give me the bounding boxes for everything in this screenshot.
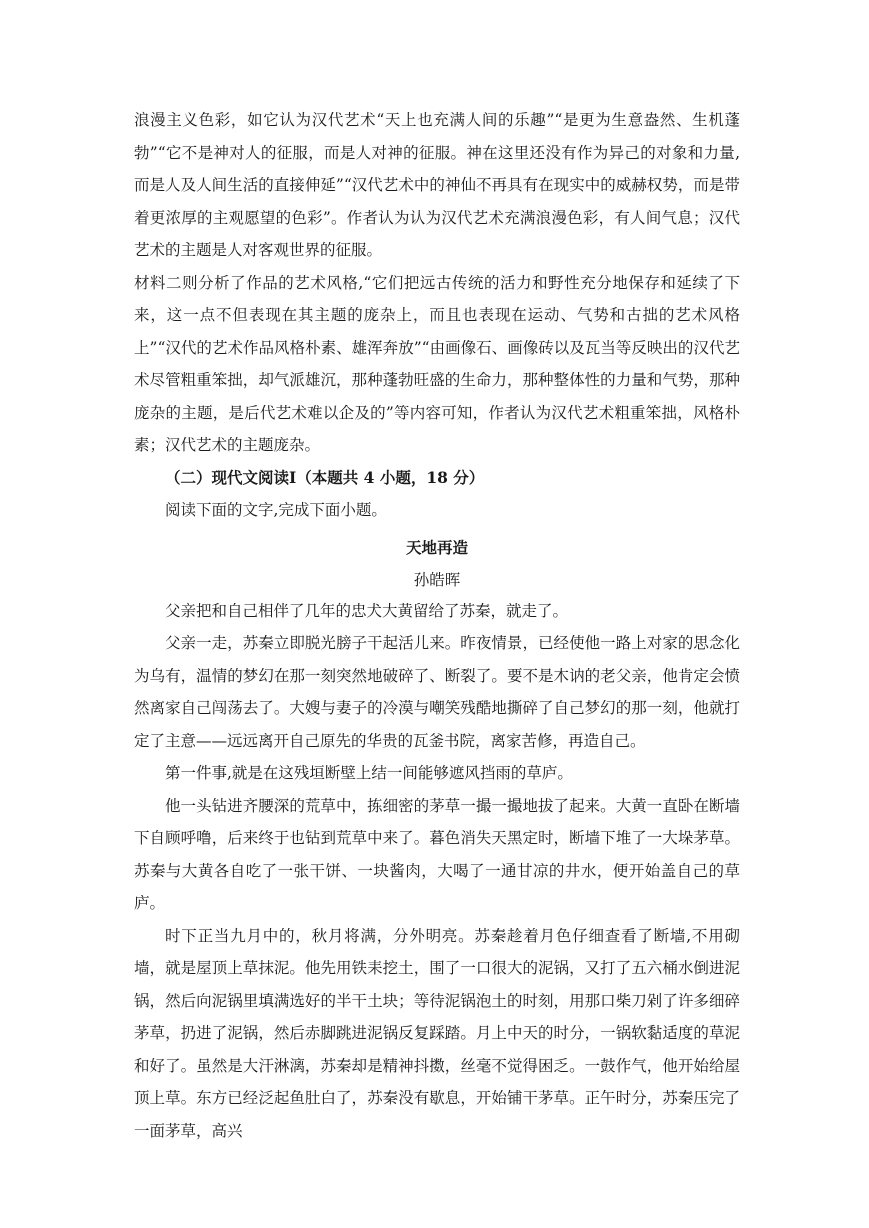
analysis-paragraph-1: 浪漫主义色彩，如它认为汉代艺术“天上也充满人间的乐趣”“是更为生意盎然、生机蓬勃”“它不是神对人的征服，而是人对神的征服。神在这里还没有作为异己的对象和力量,而是人及人间生活的直接伸延”“汉代艺术中的神仙不再具有在现实中的威赫权势，而是带着更浓厚的主观愿望的色彩”。作者认为认为汉代艺术充满浪漫色彩，有人间气息；汉代艺术的主题是人对客观世界的征服。 <box>134 111 740 259</box>
story-paragraph: 父亲一走，苏秦立即脱光膀子干起活儿来。昨夜情景，已经使他一路上对家的思念化为乌有，温情的梦幻在那一刻突然地破碎了、断裂了。要不是木讷的老父亲，他肯定会愤然离家自己闯荡去了。大嫂与妻子的冷漠与嘲笑残酷地撕碎了自己梦幻的那一刻，他就打定了主意——远远离开自己原先的华贵的瓦釜书院，离家苦修，再造自己。 <box>134 634 740 750</box>
analysis-paragraph-2: 材料二则分析了作品的艺术风格,“它们把远古传统的活力和野性充分地保存和延续了下来，这一点不但表现在其主题的庞杂上，而且也表现在运动、气势和古拙的艺术风格上”“汉代的艺术作品风格朴素、雄浑奔放”“由画像石、画像砖以及瓦当等反映出的汉代艺术尽管粗重笨拙，却气派雄沉，那种蓬勃旺盛的生命力，那种整体性的力量和气势，那种庞杂的主题，是后代艺术难以企及的”等内容可知，作者认为汉代艺术粗重笨拙，风格朴素；汉代艺术的主题庞杂。 <box>134 273 740 454</box>
section-heading: （二）现代文阅读Ⅰ（本题共 4 小题，18 分） <box>165 467 485 487</box>
story-paragraph: 他一头钻进齐腰深的荒草中，拣细密的茅草一撮一撮地拔了起来。大黄一直卧在断墙下自顾呼噜，后来终于也钻到荒草中来了。暮色消失天黑定时，断墙下堆了一大垛茅草。苏秦与大黄各自吃了一张干饼、一块酱肉，大喝了一通甘凉的井水，便开始盖自己的草庐。 <box>134 796 740 912</box>
document-page <box>134 104 740 1147</box>
story-title: 天地再造 <box>405 537 468 557</box>
reading-instruction: 阅读下面的文字,完成下面小题。 <box>165 501 387 519</box>
story-paragraph: 第一件事,就是在这残垣断壁上结一间能够遮风挡雨的草庐。 <box>165 764 573 782</box>
story-paragraph: 时下正当九月中的，秋月将满，分外明亮。苏秦趁着月色仔细查看了断墙,不用砌墙，就是屋顶上草抹泥。他先用铁耒挖土，围了一口很大的泥锅，又打了五六桶水倒进泥锅，然后向泥锅里填满选好的半干土块；等待泥锅泡土的时刻，用那口柴刀剁了许多细碎茅草，扔进了泥锅，然后赤脚跳进泥锅反复踩踏。月上中天的时分，一锅软黏适度的草泥和好了。虽然是大汗淋漓，苏秦却是精神抖擞，丝毫不觉得困乏。一鼓作气，他开始给屋顶上草。东方已经泛起鱼肚白了，苏秦没有歇息，开始铺干茅草。正午时分，苏秦压完了一面茅草，高兴 <box>134 926 740 1140</box>
story-author: 孙皓晖 <box>413 570 461 589</box>
story-paragraph: 父亲把和自己相伴了几年的忠犬大黄留给了苏秦，就走了。 <box>165 601 569 620</box>
